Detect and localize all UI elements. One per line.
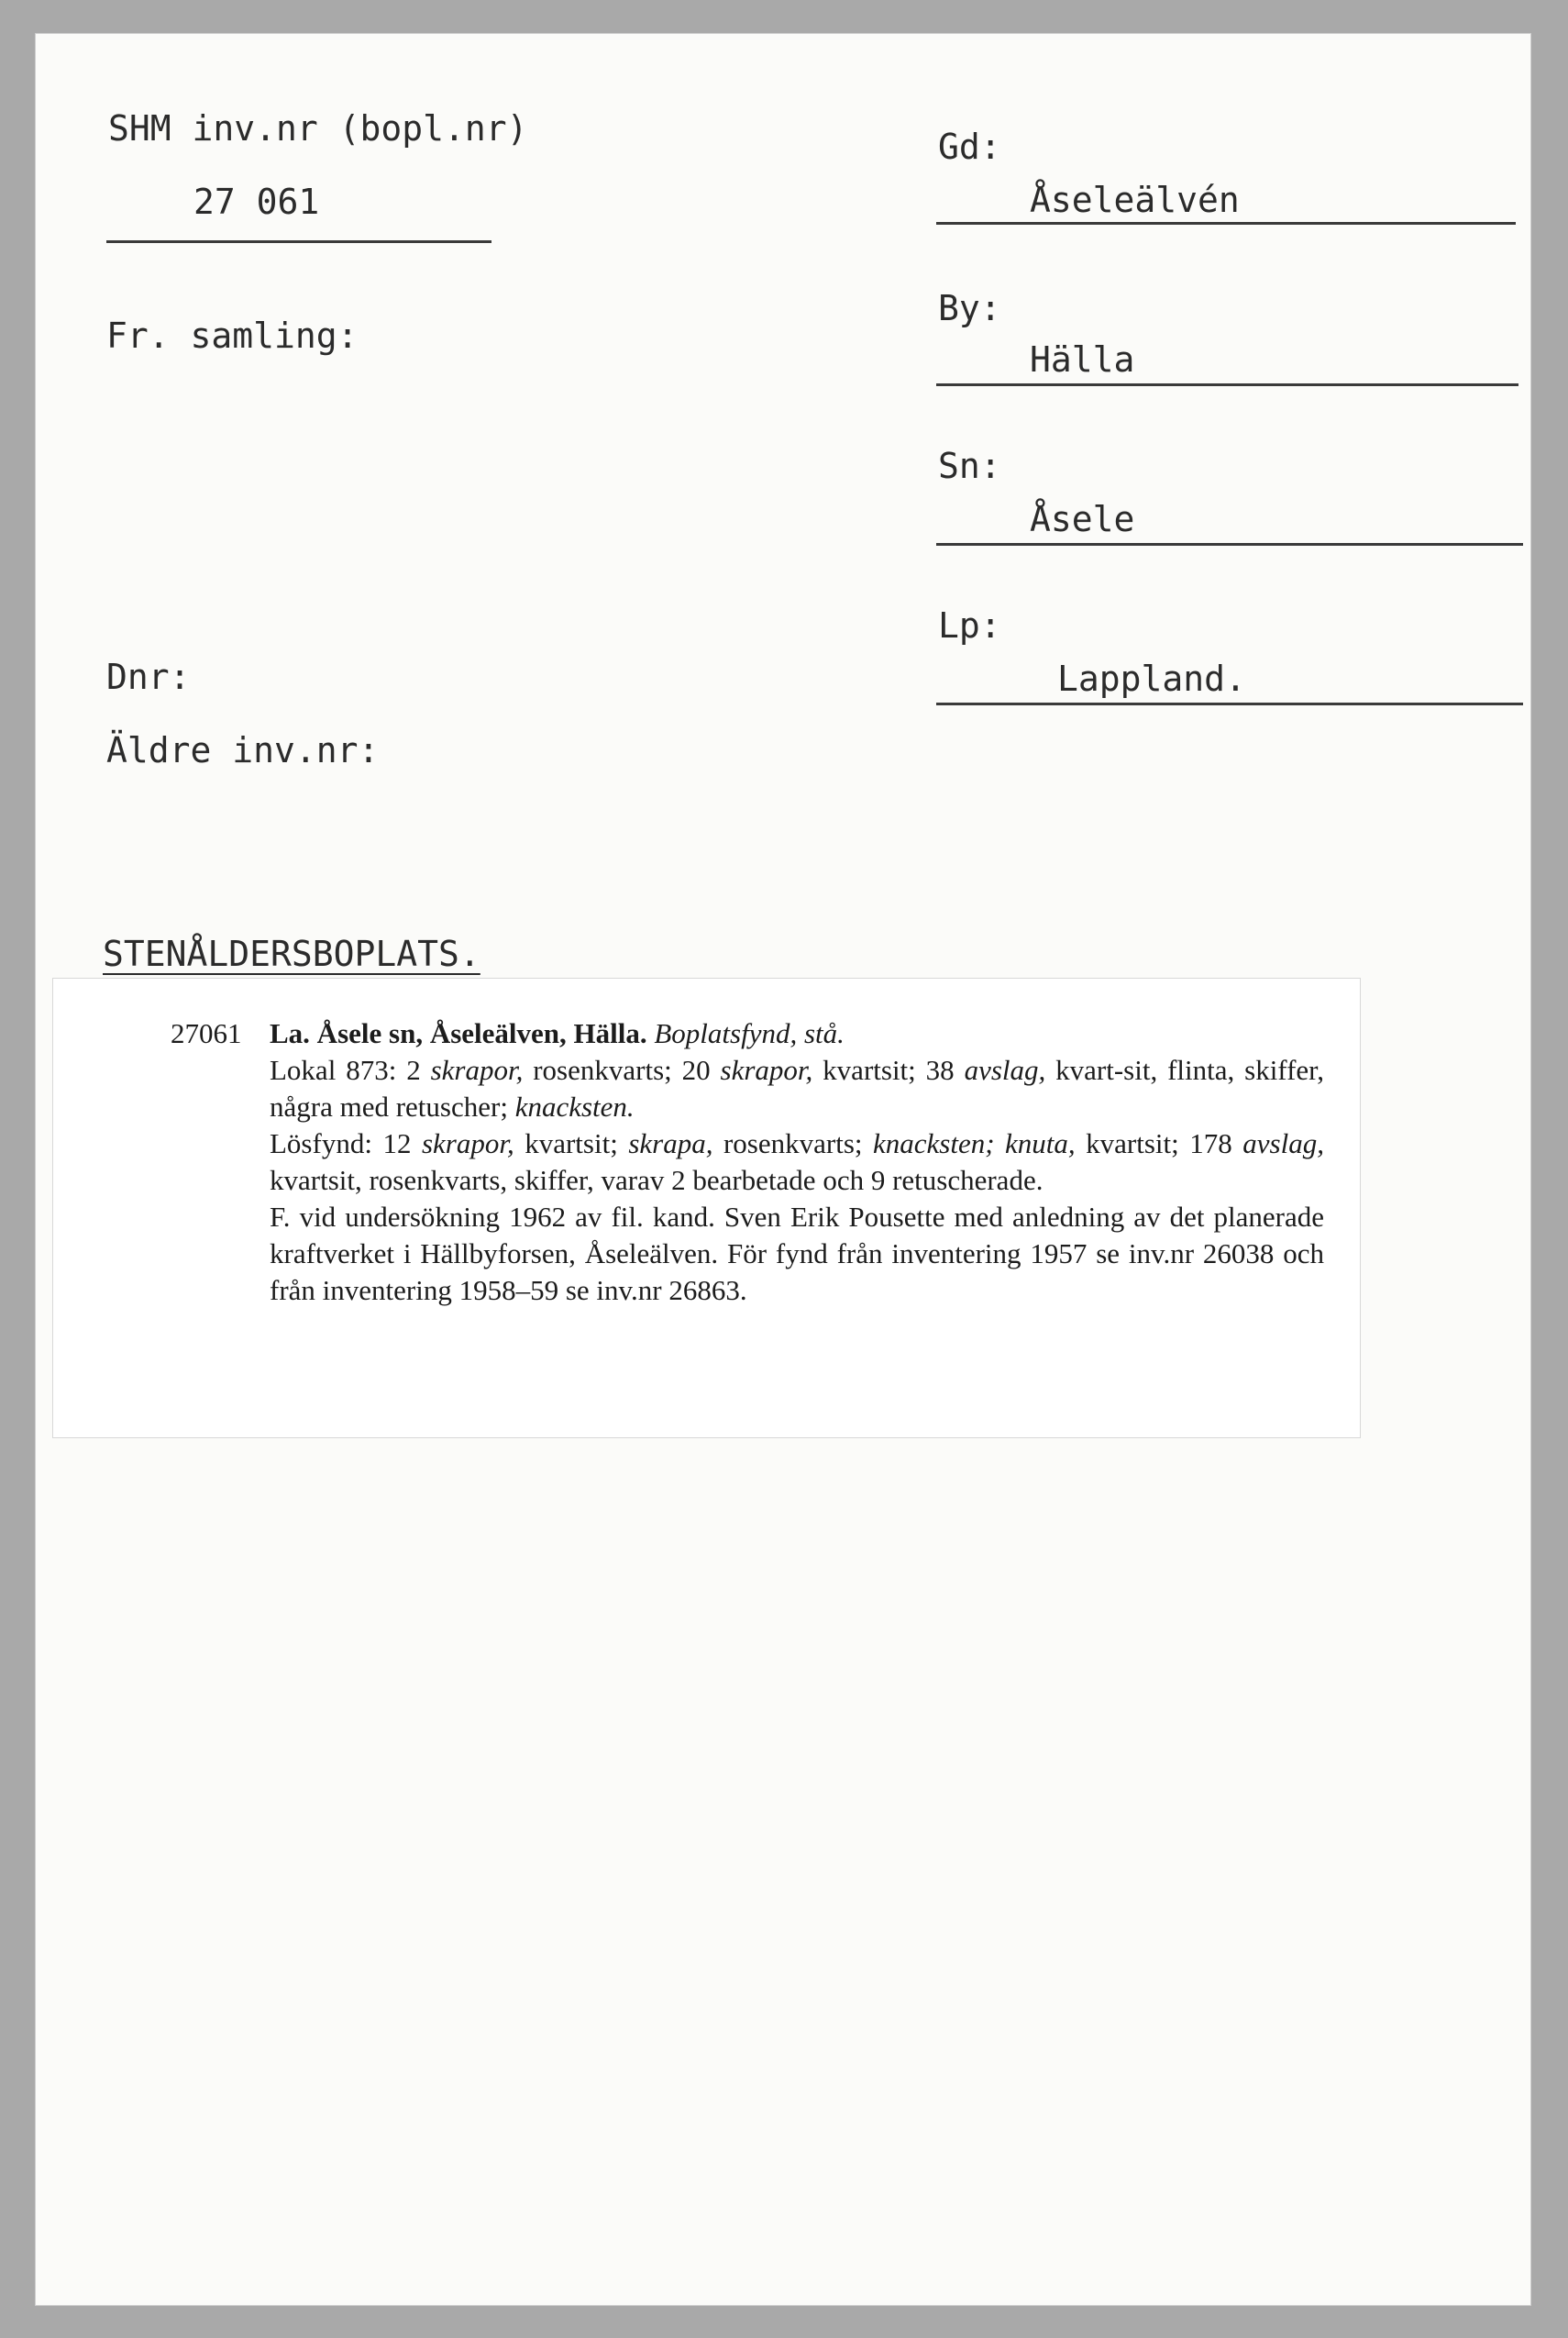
- inv-nr-value: 27 061: [193, 182, 320, 222]
- by-rule: [936, 383, 1518, 386]
- text-run: Lösfynd: 12: [270, 1127, 422, 1159]
- gd-rule: [936, 222, 1516, 225]
- text-run: skrapor,: [720, 1054, 813, 1086]
- text-run: kvartsit; 38: [812, 1054, 965, 1086]
- text-run: kvart-sit, flinta, skiffer, några med retuscher;: [270, 1054, 1324, 1123]
- text-run: avslag,: [1242, 1127, 1324, 1159]
- text-run: kvartsit; 178: [1075, 1127, 1243, 1159]
- lp-rule: [936, 703, 1523, 705]
- inv-nr-label: SHM inv.nr (bopl.nr): [108, 108, 528, 149]
- text-run: knacksten; knuta,: [873, 1127, 1076, 1159]
- heading-type: Boplatsfynd, stå.: [654, 1017, 845, 1049]
- text-run: knacksten.: [514, 1091, 635, 1123]
- sn-rule: [936, 543, 1523, 546]
- gd-label: Gd:: [938, 127, 1001, 167]
- fr-samling-label: Fr. samling:: [106, 316, 359, 356]
- text-run: skrapor,: [430, 1054, 524, 1086]
- catalog-clipping: [53, 979, 1360, 1437]
- lp-value: Lappland.: [1057, 659, 1246, 699]
- dnr-label: Dnr:: [106, 657, 191, 697]
- clipping-number: 27061: [171, 1017, 242, 1049]
- text-run: kvartsit, rosenkvarts, skiffer, varav 2 bearbetade och 9 retuscherade.: [270, 1164, 1043, 1196]
- clipping-paragraph-losfynd: [270, 1125, 1324, 1199]
- category-heading: STENÅLDERSBOPLATS.: [103, 934, 480, 974]
- clipping-heading: [270, 1015, 1324, 1052]
- heading-locality: La. Åsele sn, Åseleälven, Hälla.: [270, 1017, 647, 1049]
- text-run: kvartsit;: [513, 1127, 629, 1159]
- sn-value: Åsele: [1030, 499, 1135, 539]
- text-run: skrapor,: [421, 1127, 514, 1159]
- text-run: skrapa,: [628, 1127, 713, 1159]
- by-value: Hälla: [1030, 339, 1135, 380]
- sn-label: Sn:: [938, 446, 1001, 486]
- text-run: rosenkvarts; 20: [523, 1054, 721, 1086]
- gd-value: Åseleälvén: [1030, 180, 1240, 220]
- by-label: By:: [938, 288, 1001, 328]
- inv-nr-rule: [106, 240, 491, 243]
- aldre-inv-nr-label: Äldre inv.nr:: [106, 730, 380, 770]
- clipping-paragraph-lokal: [270, 1052, 1324, 1125]
- text-run: Lokal 873: 2: [270, 1054, 431, 1086]
- text-run: rosenkvarts;: [712, 1127, 873, 1159]
- clipping-paragraph-provenance: F. vid undersökning 1962 av fil. kand. Sven Erik Pousette med anledning av det planerade kraftverket i Hällbyforsen, Åseleälven. För fynd från inventering 1957 se inv.nr 26038 och från inventering 1958–59 se inv.nr 26863.: [270, 1201, 1324, 1306]
- clipping-body: [270, 1015, 1324, 1309]
- lp-label: Lp:: [938, 605, 1001, 646]
- text-run: avslag,: [964, 1054, 1046, 1086]
